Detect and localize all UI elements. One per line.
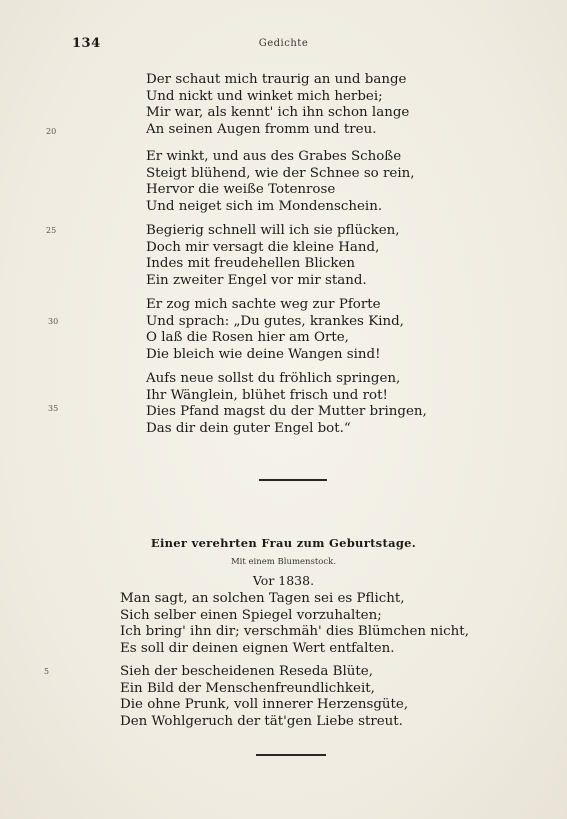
poem1-stanza-3 [146,223,476,289]
verse-line: Und sprach: „Du gutes, krankes Kind, [146,313,404,329]
verse-line: Ich bring' ihn dir; verschmäh' dies Blümchen nicht, [120,624,469,639]
page-number: 134 [72,36,101,51]
line-number: 5 [44,667,50,676]
verse-line: Er winkt, und aus des Grabes Schoße [146,149,402,164]
poem-subtitle: Mit einem Blumenstock. [230,557,337,567]
verse-line: Es soll dir deinen eignen Wert entfalten. [120,640,395,656]
verse-line: O laß die Rosen hier am Orte, [146,330,349,345]
verse-line: Sich selber einen Spiegel vorzuhalten; [120,607,382,623]
verse-line: Begierig schnell will ich sie pflücken, [146,223,400,238]
verse-line: Die bleich wie deine Wangen sind! [146,346,381,362]
verse-line: Aufs neue sollst du fröhlich springen, [146,371,401,386]
line-number: 25 [46,226,57,235]
verse-line: Steigt blühend, wie der Schnee so rein, [146,165,415,181]
verse-line: Doch mir versagt die kleine Hand, [146,239,380,255]
section-divider [256,754,326,756]
verse-line: Sieh der bescheidenen Reseda Blüte, [120,664,373,679]
verse-line: Die ohne Prunk, voll innerer Herzensgüte, [120,697,409,712]
poem1-stanza-1 [146,72,476,138]
verse-line: Man sagt, an solchen Tagen sei es Pflicht, [120,591,405,606]
verse-line: An seinen Augen fromm und treu. [146,121,377,137]
poem1-stanza-4 [146,297,476,363]
verse-line: Und nickt und winket mich herbei; [146,88,383,104]
verse-line: Er zog mich sachte weg zur Pforte [146,297,381,312]
poem2-stanza-2 [120,664,500,730]
verse-line: Hervor die weiße Totenrose [146,182,336,197]
verse-line: Den Wohlgeruch der tät'gen Liebe streut. [120,713,403,729]
line-number: 30 [48,317,59,326]
verse-line: Mir war, als kennt' ich ihn schon lange [146,105,410,120]
poem2-stanza-1 [120,591,500,657]
verse-line: Indes mit freudehellen Blicken [146,256,356,271]
running-title: Gedichte [258,38,309,49]
poem-date: Vor 1838. [252,573,315,588]
verse-line: Ein zweiter Engel vor mir stand. [146,272,367,288]
verse-line: Ein Bild der Menschenfreundlichkeit, [120,680,375,696]
verse-line: Dies Pfand magst du der Mutter bringen, [146,404,427,419]
section-divider [259,479,327,481]
poem1-stanza-5 [146,371,476,437]
verse-line: Der schaut mich traurig an und bange [146,72,407,87]
verse-line: Ihr Wänglein, blühet frisch und rot! [146,387,388,403]
poem1-stanza-2 [146,149,476,215]
verse-line: Und neiget sich im Mondenschein. [146,198,383,214]
verse-line: Das dir dein guter Engel bot.“ [146,420,351,436]
line-number: 20 [46,127,57,136]
poem-title: Einer verehrten Frau zum Geburtstage. [150,536,417,550]
line-number: 35 [48,404,59,413]
